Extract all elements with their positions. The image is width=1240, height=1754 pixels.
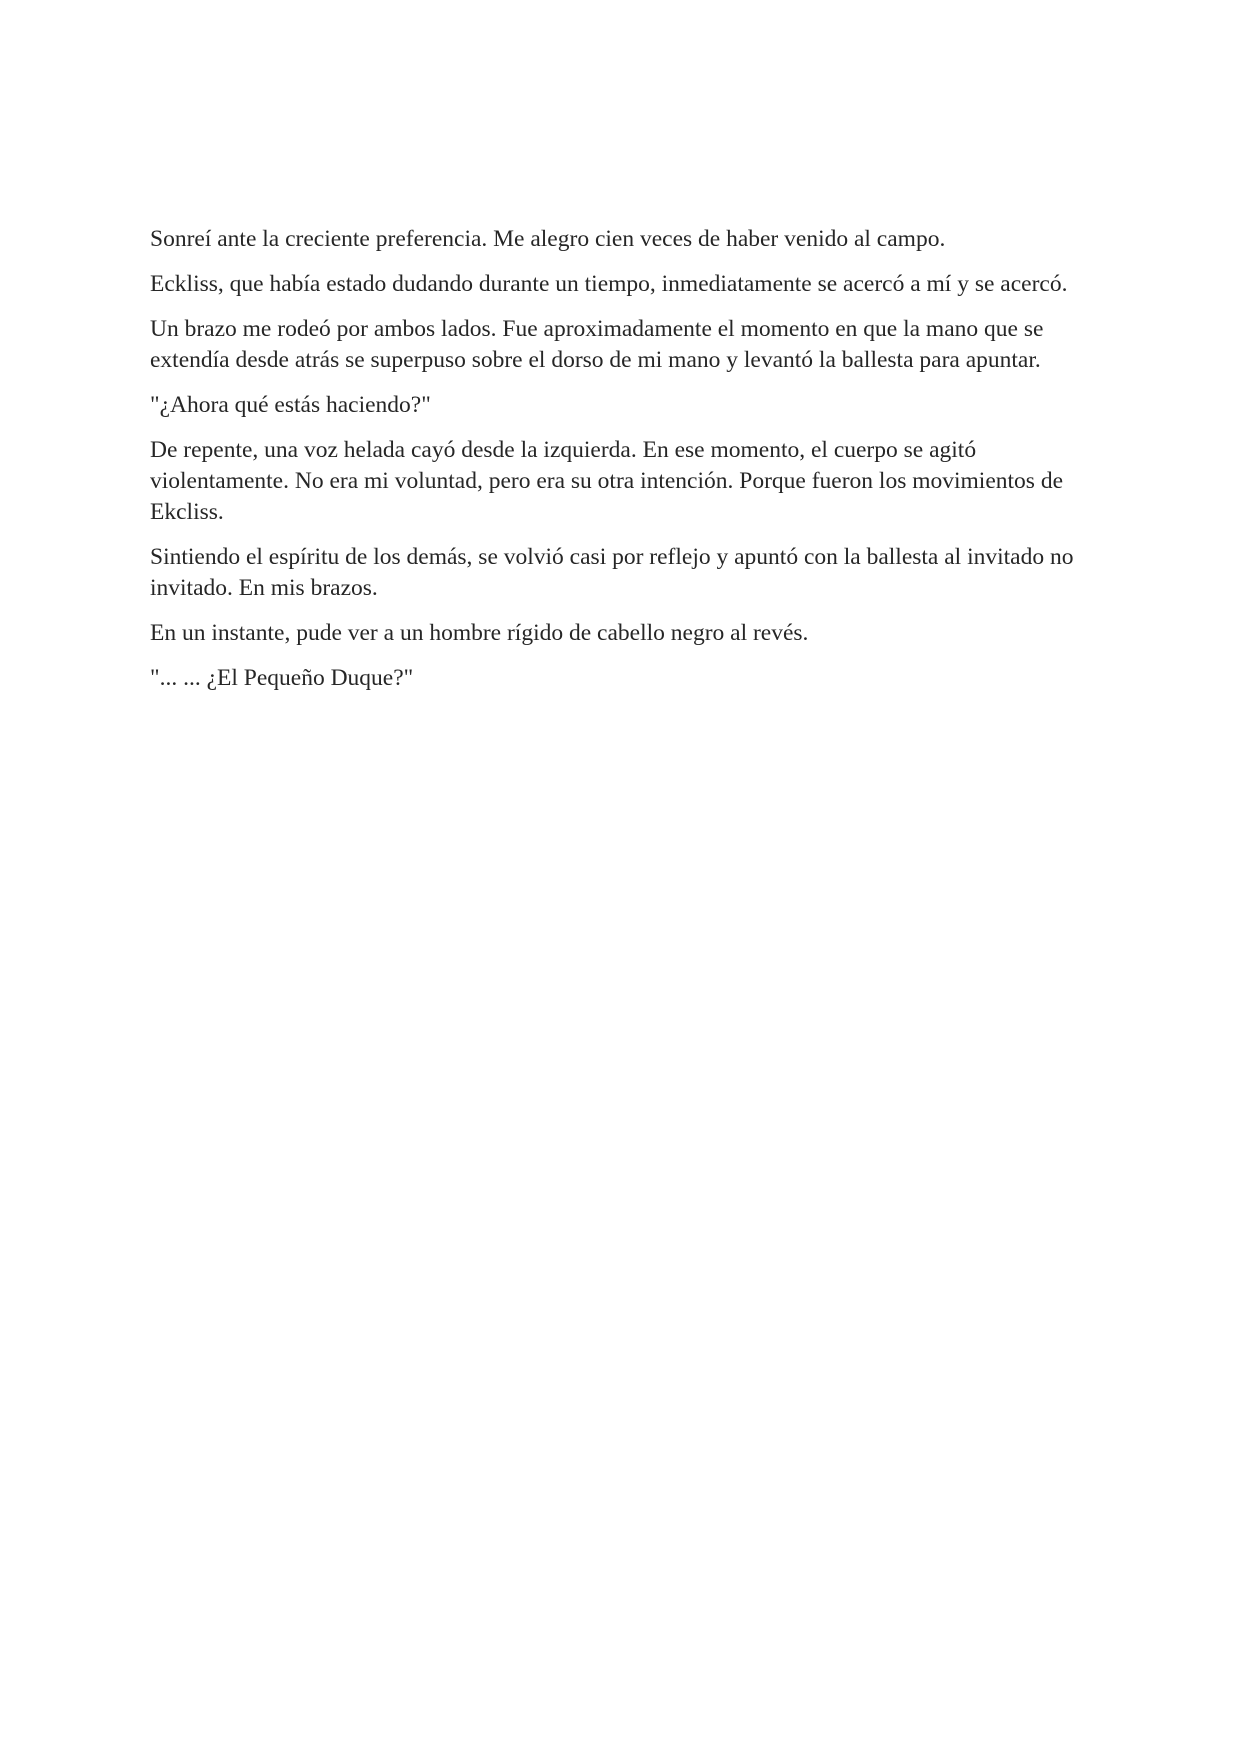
paragraph: Sonreí ante la creciente preferencia. Me alegro cien veces de haber venido al campo. (150, 226, 946, 252)
paragraph: "¿Ahora qué estás haciendo?" (150, 392, 431, 418)
paragraph: Eckliss, que había estado dudando durante un tiempo, inmediatamente se acercó a mí y se acercó. (150, 271, 1068, 297)
paragraph: Sintiendo el espíritu de los demás, se volvió casi por reflejo y apuntó con la ballesta al invitado no invitado. En mis brazos. (150, 544, 1074, 601)
paragraph: "... ... ¿El Pequeño Duque?" (150, 665, 414, 691)
document-body (150, 224, 1084, 708)
paragraph: De repente, una voz helada cayó desde la izquierda. En ese momento, el cuerpo se agitó violentamente. No era mi voluntad, pero era su otra intención. Porque fueron los movimientos de Ekcliss. (150, 437, 1064, 525)
paragraph: Un brazo me rodeó por ambos lados. Fue aproximadamente el momento en que la mano que se extendía desde atrás se superpuso sobre el dorso de mi mano y levantó la ballesta para apuntar. (150, 316, 1044, 373)
paragraph: En un instante, pude ver a un hombre rígido de cabello negro al revés. (150, 620, 809, 646)
